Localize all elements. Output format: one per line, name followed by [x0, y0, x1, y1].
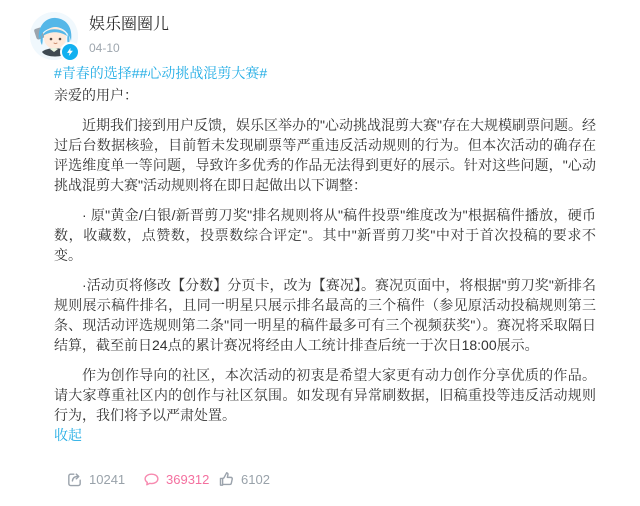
salutation-text: 亲爱的用户：	[54, 87, 138, 103]
author-meta	[89, 12, 169, 60]
share-count: 10241	[89, 472, 126, 487]
thumbs-up-icon	[218, 471, 235, 488]
share-icon	[66, 471, 83, 488]
comment-count: 369312	[166, 472, 210, 487]
like-button[interactable]	[218, 471, 270, 488]
post-date: 04-10	[89, 41, 120, 55]
hashtag-links[interactable]: #青春的选择##心动挑战混剪大赛#	[54, 65, 268, 81]
author-name[interactable]: 娱乐圈圈儿	[89, 16, 170, 33]
paragraph-closing: 作为创作导向的社区，本次活动的初衷是希望大家更有动力创作分享优质的作品。请大家尊重社区内的创作与社区氛围。如发现有异常刷数据，旧稿重投等违反活动规则行为，我们将予以严肃处置。	[54, 367, 596, 423]
share-button[interactable]	[66, 471, 125, 488]
like-count: 6102	[241, 472, 270, 487]
comment-button[interactable]	[143, 471, 209, 488]
collapse-link[interactable]: 收起	[54, 427, 82, 443]
comment-icon	[143, 471, 160, 488]
paragraph-intro: 近期我们接到用户反馈，娱乐区举办的"心动挑战混剪大赛"存在大规模刷票问题。经过后台数据核验，目前暂未发现刷票等严重违反活动规则的行为。但本次活动的确存在评选维度单一等问题，导致许多优秀的作品无法得到更好的展示。针对这些问题，"心动挑战混剪大赛"活动规则将在即日起做出以下调整：	[54, 117, 596, 193]
paragraph-rule-2: ·活动页将修改【分数】分页卡，改为【赛况】。赛况页面中，将根据"剪刀奖"新排名规则展示稿件排名，且同一明星只展示排名最高的三个稿件（参见原活动投稿规则第三条、现活动评选规则第二条"同一明星的稿件最多可有三个视频获奖"）。赛况将采取隔日结算，截至前日24点的累计赛况将经由人工统计排查后统一于次日18:00展示。	[54, 277, 596, 353]
avatar[interactable]	[30, 12, 78, 60]
official-verified-badge-icon	[60, 42, 80, 62]
post-header	[30, 12, 169, 60]
post-content	[54, 63, 596, 445]
paragraph-rule-1: · 原"黄金/白银/新晋剪刀奖"排名规则将从"稿件投票"维度改为"根据稿件播放，硬币数，收藏数，点赞数，投票数综合评定"。其中"新晋剪刀奖"中对于首次投稿的要求不变。	[54, 207, 596, 263]
action-bar	[0, 471, 640, 497]
